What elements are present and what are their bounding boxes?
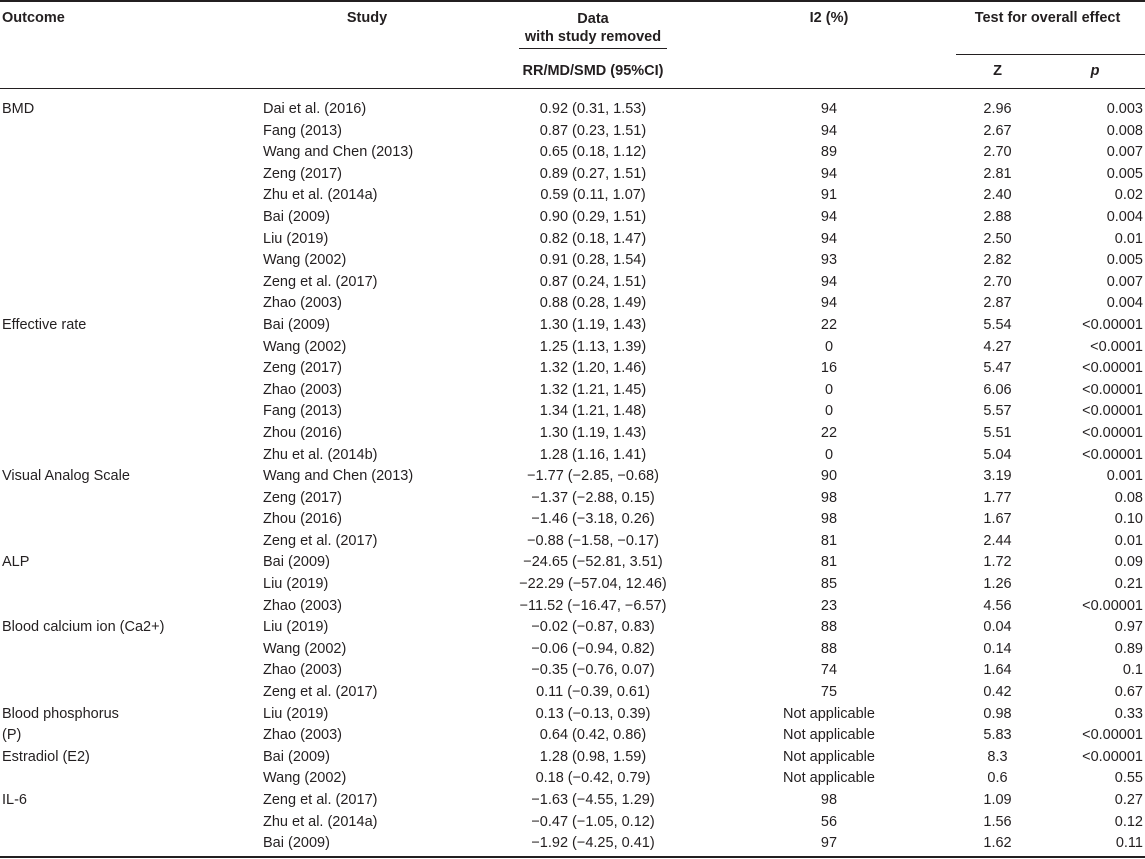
cell-study: Zhu et al. (2014a) — [263, 187, 378, 204]
cell-p: <0.0001 — [1090, 338, 1143, 355]
header-data-line2: with study removed — [519, 28, 667, 49]
cell-study: Wang (2002) — [263, 252, 347, 269]
cell-ci: 0.18 (−0.42, 0.79) — [535, 770, 651, 787]
cell-i2: 88 — [820, 640, 838, 657]
cell-study: Wang (2002) — [263, 770, 347, 787]
cell-z: 1.62 — [983, 835, 1012, 852]
cell-z: 1.67 — [983, 511, 1012, 528]
cell-outcome — [0, 768, 256, 790]
cell-i2: 0 — [824, 381, 834, 398]
cell-outcome: (P) — [2, 727, 22, 744]
cell-study: Zeng (2017) — [263, 360, 342, 377]
cell-z: 2.40 — [983, 187, 1012, 204]
header-data — [478, 0, 708, 54]
table-row — [0, 401, 1145, 423]
cell-ci: −0.06 (−0.94, 0.82) — [531, 640, 655, 657]
cell-study: Fang (2013) — [263, 122, 342, 139]
cell-i2: Not applicable — [783, 748, 875, 765]
cell-ci: 0.90 (0.29, 1.51) — [539, 208, 647, 225]
cell-study: Bai (2009) — [263, 835, 330, 852]
cell-ci: 1.34 (1.21, 1.48) — [539, 403, 647, 420]
cell-ci: −1.63 (−4.55, 1.29) — [531, 792, 655, 808]
cell-outcome — [0, 639, 256, 661]
cell-p: 0.007 — [1106, 273, 1143, 290]
cell-ci: 1.25 (1.13, 1.39) — [539, 338, 647, 355]
cell-study: Zeng et al. (2017) — [263, 684, 378, 701]
cell-p: 0.97 — [1114, 619, 1143, 636]
cell-ci: 0.64 (0.42, 0.86) — [539, 727, 647, 744]
cell-z: 2.82 — [983, 252, 1012, 269]
cell-p: 0.27 — [1114, 792, 1143, 808]
cell-ci: −0.88 (−1.58, −0.17) — [527, 532, 659, 549]
table-row — [0, 552, 1145, 574]
table-row — [0, 812, 1145, 834]
bottom-rule — [0, 856, 1145, 858]
cell-study: Wang (2002) — [263, 640, 347, 657]
cell-i2: 88 — [820, 619, 838, 636]
cell-ci: −0.35 (−0.76, 0.07) — [531, 662, 655, 679]
cell-i2: 75 — [820, 684, 838, 701]
table-row — [0, 89, 1145, 121]
cell-study: Dai et al. (2016) — [263, 101, 367, 117]
table-row — [0, 574, 1145, 596]
cell-outcome — [0, 121, 256, 143]
cell-study: Zhao (2003) — [263, 662, 342, 679]
cell-study: Zeng (2017) — [263, 489, 342, 506]
cell-i2: 94 — [820, 230, 838, 247]
table-row — [0, 250, 1145, 272]
cell-ci: 1.30 (1.19, 1.43) — [539, 424, 647, 441]
cell-ci: 0.65 (0.18, 1.12) — [539, 144, 647, 161]
table-row — [0, 337, 1145, 359]
cell-ci: 0.13 (−0.13, 0.39) — [535, 705, 651, 722]
cell-outcome: Effective rate — [2, 316, 87, 333]
cell-i2: 0 — [824, 446, 834, 463]
cell-outcome: IL-6 — [2, 792, 27, 808]
cell-i2: 0 — [824, 338, 834, 355]
cell-z: 0.98 — [983, 705, 1012, 722]
cell-i2: 94 — [820, 273, 838, 290]
cell-i2: 98 — [820, 792, 838, 808]
cell-p: 0.007 — [1106, 144, 1143, 161]
cell-ci: −11.52 (−16.47, −6.57) — [519, 597, 667, 614]
cell-p: 0.67 — [1114, 684, 1143, 701]
cell-i2: 56 — [820, 813, 838, 830]
table-row — [0, 617, 1145, 639]
cell-outcome: Estradiol (E2) — [2, 748, 90, 765]
header-i2: I2 (%) — [809, 10, 849, 26]
cell-outcome — [0, 142, 256, 164]
cell-study: Wang and Chen (2013) — [263, 144, 414, 161]
cell-p: 0.55 — [1114, 770, 1143, 787]
cell-z: 3.19 — [983, 468, 1012, 485]
cell-i2: 85 — [820, 576, 838, 593]
cell-study: Liu (2019) — [263, 576, 329, 593]
cell-ci: 0.92 (0.31, 1.53) — [539, 101, 647, 117]
cell-p: 0.02 — [1114, 187, 1143, 204]
cell-i2: 91 — [820, 187, 838, 204]
cell-p: 0.21 — [1114, 576, 1143, 593]
cell-study: Zhou (2016) — [263, 424, 342, 441]
cell-outcome — [0, 207, 256, 229]
table-row — [0, 639, 1145, 661]
cell-p: <0.00001 — [1082, 446, 1143, 463]
table-row — [0, 725, 1145, 747]
cell-study: Bai (2009) — [263, 748, 330, 765]
cell-i2: 74 — [820, 662, 838, 679]
cell-study: Liu (2019) — [263, 230, 329, 247]
cell-study: Fang (2013) — [263, 403, 342, 420]
cell-z: 2.81 — [983, 165, 1012, 182]
cell-p: <0.00001 — [1082, 748, 1143, 765]
cell-i2: 0 — [824, 403, 834, 420]
cell-z: 2.96 — [983, 101, 1012, 117]
table-row — [0, 833, 1145, 855]
cell-p: 0.12 — [1114, 813, 1143, 830]
cell-z: 2.50 — [983, 230, 1012, 247]
cell-z: 6.06 — [983, 381, 1012, 398]
table-row — [0, 142, 1145, 164]
cell-z: 0.04 — [983, 619, 1012, 636]
cell-i2: 23 — [820, 597, 838, 614]
cell-p: 0.005 — [1106, 252, 1143, 269]
cell-study: Zeng et al. (2017) — [263, 792, 378, 808]
cell-p: 0.004 — [1106, 208, 1143, 225]
cell-study: Bai (2009) — [263, 316, 330, 333]
cell-i2: 94 — [820, 208, 838, 225]
cell-i2: 94 — [820, 122, 838, 139]
table-row — [0, 164, 1145, 186]
cell-z: 0.42 — [983, 684, 1012, 701]
table-row — [0, 790, 1145, 812]
cell-z: 5.47 — [983, 360, 1012, 377]
header-overall-effect: Test for overall effect — [974, 10, 1121, 26]
header-study: Study — [346, 10, 388, 26]
cell-outcome — [0, 596, 256, 618]
cell-study: Zhao (2003) — [263, 727, 342, 744]
cell-outcome — [0, 833, 256, 855]
cell-z: 5.54 — [983, 316, 1012, 333]
cell-ci: 0.88 (0.28, 1.49) — [539, 295, 647, 312]
cell-outcome — [0, 380, 256, 402]
cell-p: <0.00001 — [1082, 316, 1143, 333]
cell-i2: 89 — [820, 144, 838, 161]
cell-z: 1.72 — [983, 554, 1012, 571]
cell-outcome — [0, 250, 256, 272]
cell-i2: 98 — [820, 489, 838, 506]
header-outcome: Outcome — [2, 10, 65, 26]
cell-outcome: Blood phosphorus — [2, 705, 119, 722]
header-ci: RR/MD/SMD (95%CI) — [522, 63, 664, 79]
table-body — [0, 89, 1145, 855]
cell-z: 1.64 — [983, 662, 1012, 679]
cell-outcome — [0, 488, 256, 510]
table-row — [0, 768, 1145, 790]
cell-i2: 94 — [820, 101, 838, 117]
cell-p: 0.1 — [1122, 662, 1143, 679]
cell-study: Zeng (2017) — [263, 165, 342, 182]
cell-outcome — [0, 423, 256, 445]
cell-outcome: Blood calcium ion (Ca2+) — [2, 619, 165, 636]
cell-study: Zhao (2003) — [263, 295, 342, 312]
cell-ci: −1.37 (−2.88, 0.15) — [531, 489, 655, 506]
cell-z: 5.04 — [983, 446, 1012, 463]
cell-z: 1.09 — [983, 792, 1012, 808]
cell-p: 0.003 — [1106, 101, 1143, 117]
table-row — [0, 185, 1145, 207]
cell-ci: 0.59 (0.11, 1.07) — [540, 187, 646, 204]
cell-ci: −1.77 (−2.85, −0.68) — [527, 468, 659, 485]
cell-outcome — [0, 272, 256, 294]
cell-z: 5.83 — [983, 727, 1012, 744]
cell-study: Bai (2009) — [263, 208, 330, 225]
cell-i2: Not applicable — [783, 705, 875, 722]
cell-ci: −24.65 (−52.81, 3.51) — [523, 554, 663, 571]
table-row — [0, 509, 1145, 531]
cell-ci: 1.32 (1.20, 1.46) — [539, 360, 647, 377]
cell-study: Wang and Chen (2013) — [263, 468, 414, 485]
cell-p: 0.005 — [1106, 165, 1143, 182]
cell-p: 0.33 — [1114, 705, 1143, 722]
cell-z: 4.27 — [983, 338, 1012, 355]
cell-z: 5.57 — [983, 403, 1012, 420]
cell-ci: 0.11 (−0.39, 0.61) — [536, 684, 650, 701]
cell-ci: −1.92 (−4.25, 0.41) — [531, 835, 655, 852]
cell-p: 0.008 — [1106, 122, 1143, 139]
table-row — [0, 358, 1145, 380]
cell-i2: 97 — [820, 835, 838, 852]
cell-i2: Not applicable — [783, 770, 875, 787]
table-row — [0, 682, 1145, 704]
cell-z: 2.87 — [983, 295, 1012, 312]
cell-ci: 1.30 (1.19, 1.43) — [539, 316, 647, 333]
cell-p: 0.08 — [1114, 489, 1143, 506]
header-row-2 — [0, 54, 1145, 89]
table-row — [0, 121, 1145, 143]
cell-study: Bai (2009) — [263, 554, 330, 571]
cell-p: 0.01 — [1114, 532, 1143, 549]
header-p: p — [1090, 63, 1100, 79]
cell-study: Zeng et al. (2017) — [263, 532, 378, 549]
cell-p: 0.10 — [1114, 511, 1143, 528]
cell-i2: 98 — [820, 511, 838, 528]
cell-i2: 81 — [820, 554, 838, 571]
cell-z: 2.88 — [983, 208, 1012, 225]
cell-outcome: BMD — [2, 101, 35, 117]
cell-outcome — [0, 531, 256, 553]
cell-study: Zeng et al. (2017) — [263, 273, 378, 290]
cell-p: 0.001 — [1106, 468, 1143, 485]
cell-z: 2.70 — [983, 144, 1012, 161]
cell-z: 2.44 — [983, 532, 1012, 549]
cell-outcome — [0, 509, 256, 531]
cell-ci: 0.89 (0.27, 1.51) — [539, 165, 647, 182]
cell-p: <0.00001 — [1082, 381, 1143, 398]
cell-p: <0.00001 — [1082, 424, 1143, 441]
cell-p: <0.00001 — [1082, 727, 1143, 744]
table-row — [0, 315, 1145, 337]
cell-i2: 22 — [820, 316, 838, 333]
table-row — [0, 660, 1145, 682]
cell-outcome — [0, 574, 256, 596]
cell-i2: 93 — [820, 252, 838, 269]
table-row — [0, 747, 1145, 769]
cell-ci: 1.32 (1.21, 1.45) — [539, 381, 647, 398]
cell-p: <0.00001 — [1082, 360, 1143, 377]
cell-outcome: ALP — [2, 554, 30, 571]
cell-p: <0.00001 — [1082, 403, 1143, 420]
table-row — [0, 704, 1145, 726]
table-row — [0, 596, 1145, 618]
cell-ci: 0.82 (0.18, 1.47) — [539, 230, 647, 247]
cell-outcome: Visual Analog Scale — [2, 468, 130, 485]
cell-p: 0.004 — [1106, 295, 1143, 312]
cell-i2: 90 — [820, 468, 838, 485]
cell-ci: 0.87 (0.24, 1.51) — [539, 273, 647, 290]
table-row — [0, 466, 1145, 488]
cell-ci: −22.29 (−57.04, 12.46) — [519, 576, 667, 593]
cell-i2: 16 — [820, 360, 838, 377]
cell-outcome — [0, 229, 256, 251]
header-z: Z — [993, 63, 1002, 79]
header-empty-study — [256, 54, 478, 89]
cell-p: 0.11 — [1115, 835, 1143, 852]
cell-z: 2.67 — [983, 122, 1012, 139]
overall-effect-underline — [956, 54, 1145, 55]
cell-study: Wang (2002) — [263, 338, 347, 355]
table-row — [0, 272, 1145, 294]
cell-i2: Not applicable — [783, 727, 875, 744]
cell-study: Liu (2019) — [263, 705, 329, 722]
cell-study: Liu (2019) — [263, 619, 329, 636]
cell-study: Zhu et al. (2014a) — [263, 813, 378, 830]
cell-outcome — [0, 164, 256, 186]
cell-z: 2.70 — [983, 273, 1012, 290]
cell-z: 1.26 — [983, 576, 1012, 593]
cell-outcome — [0, 445, 256, 467]
cell-ci: −0.47 (−1.05, 0.12) — [531, 813, 655, 830]
cell-outcome — [0, 293, 256, 315]
table-row — [0, 445, 1145, 467]
cell-ci: −1.46 (−3.18, 0.26) — [531, 511, 655, 528]
cell-p: 0.01 — [1114, 230, 1143, 247]
cell-study: Zhao (2003) — [263, 597, 342, 614]
table-row — [0, 229, 1145, 251]
table-row — [0, 488, 1145, 510]
cell-p: 0.09 — [1114, 554, 1143, 571]
header-data-line1: Data — [577, 11, 609, 27]
cell-outcome — [0, 358, 256, 380]
table-row — [0, 380, 1145, 402]
cell-p: <0.00001 — [1082, 597, 1143, 614]
cell-z: 4.56 — [983, 597, 1012, 614]
cell-ci: −0.02 (−0.87, 0.83) — [531, 619, 655, 636]
cell-study: Zhou (2016) — [263, 511, 342, 528]
cell-ci: 1.28 (1.16, 1.41) — [539, 446, 647, 463]
cell-study: Zhao (2003) — [263, 381, 342, 398]
cell-outcome — [0, 660, 256, 682]
header-row-1 — [0, 0, 1145, 54]
cell-z: 0.6 — [987, 770, 1008, 787]
cell-z: 1.77 — [983, 489, 1012, 506]
cell-p: 0.89 — [1114, 640, 1143, 657]
table-row — [0, 531, 1145, 553]
cell-ci: 0.87 (0.23, 1.51) — [539, 122, 647, 139]
cell-i2: 94 — [820, 295, 838, 312]
cell-ci: 0.91 (0.28, 1.54) — [539, 252, 647, 269]
cell-z: 1.56 — [983, 813, 1012, 830]
table-row — [0, 423, 1145, 445]
header-empty-outcome — [0, 54, 256, 89]
header-empty-i2 — [708, 54, 950, 89]
cell-z: 5.51 — [983, 424, 1012, 441]
cell-z: 8.3 — [987, 748, 1008, 765]
cell-i2: 94 — [820, 165, 838, 182]
cell-outcome — [0, 401, 256, 423]
cell-outcome — [0, 812, 256, 834]
table-row — [0, 207, 1145, 229]
cell-i2: 81 — [820, 532, 838, 549]
cell-outcome — [0, 337, 256, 359]
table-row — [0, 293, 1145, 315]
cell-i2: 22 — [820, 424, 838, 441]
cell-z: 0.14 — [983, 640, 1012, 657]
cell-outcome — [0, 185, 256, 207]
cell-study: Zhu et al. (2014b) — [263, 446, 378, 463]
cell-outcome — [0, 682, 256, 704]
cell-ci: 1.28 (0.98, 1.59) — [539, 748, 647, 765]
